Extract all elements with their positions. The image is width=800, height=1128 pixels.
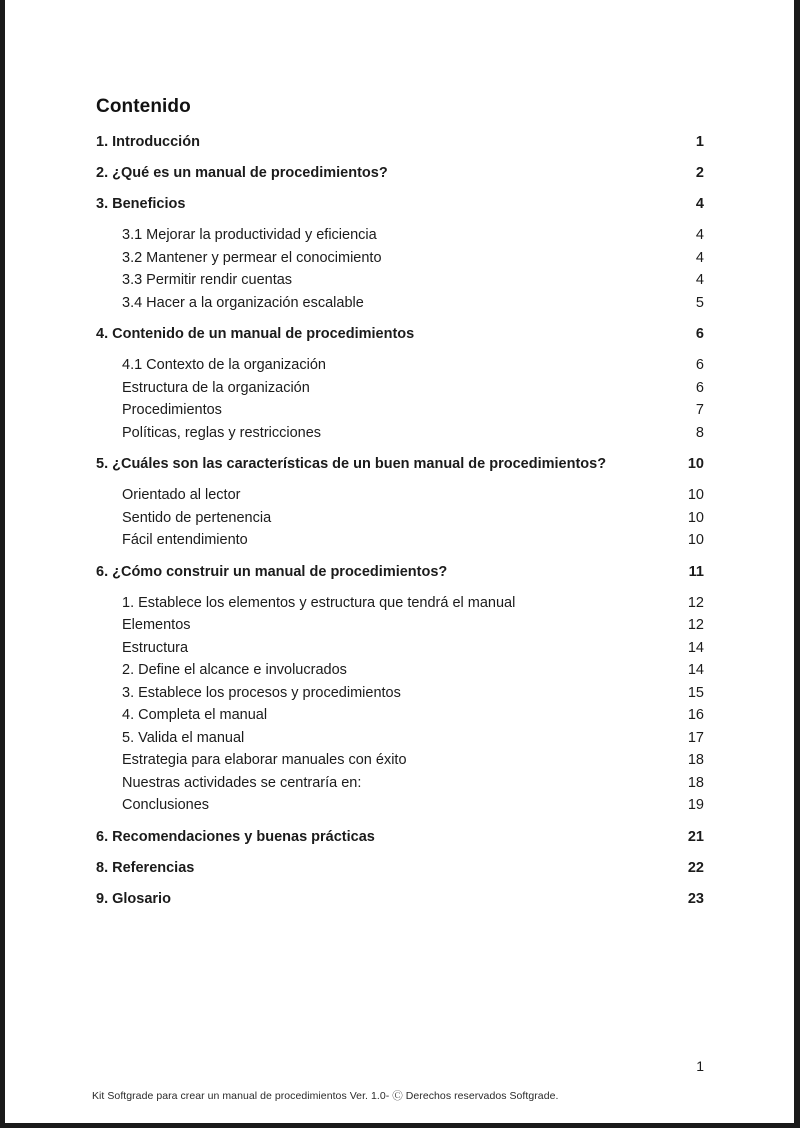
toc-entry-page: 5	[695, 294, 704, 311]
table-of-contents	[96, 134, 704, 922]
footer-note-owner: Derechos reservados Softgrade.	[405, 1090, 559, 1102]
toc-entry[interactable]	[96, 797, 704, 820]
toc-entry-label: 6. Recomendaciones y buenas prácticas	[96, 828, 375, 845]
toc-entry-label: 3.4 Hacer a la organización escalable	[122, 294, 364, 311]
toc-entry-page: 21	[687, 828, 704, 845]
toc-entry-page: 23	[687, 890, 704, 907]
toc-entry-label: 3. Beneficios	[96, 196, 186, 212]
toc-entry-page: 6	[695, 357, 704, 373]
toc-entry[interactable]	[96, 640, 704, 663]
toc-entry-page: 14	[687, 662, 704, 678]
toc-entry-label: 5. ¿Cuáles son las características de un buen manual de procedimientos?	[96, 456, 607, 472]
scan-edge-bottom	[0, 1123, 800, 1128]
toc-entry[interactable]	[96, 196, 704, 227]
toc-entry-label: 4.1 Contexto de la organización	[122, 357, 326, 373]
toc-entry-page: 12	[687, 594, 704, 611]
toc-entry[interactable]	[96, 510, 704, 533]
toc-entry[interactable]	[96, 456, 704, 487]
toc-entry-label: Conclusiones	[122, 797, 210, 813]
page-number: 1	[696, 1058, 704, 1074]
toc-entry-page: 4	[695, 249, 704, 266]
toc-entry-label: 1. Introducción	[96, 134, 200, 150]
toc-entry-label: 8. Referencias	[96, 859, 195, 876]
copyright-icon: Ⓒ	[392, 1090, 403, 1102]
toc-entry-label: 3.2 Mantener y permear el conocimiento	[122, 249, 382, 266]
toc-entry-label: 1. Establece los elementos y estructura que tendrá el manual	[122, 594, 516, 611]
toc-entry-page: 4	[695, 272, 704, 288]
toc-entry-page: 10	[687, 509, 704, 526]
toc-entry-label: 9. Glosario	[96, 890, 171, 907]
toc-entry-label: 4. Completa el manual	[122, 707, 268, 723]
toc-entry-page: 10	[687, 456, 704, 472]
toc-entry-page: 6	[695, 379, 704, 396]
toc-entry[interactable]	[96, 730, 704, 753]
scan-edge-left	[0, 0, 5, 1128]
toc-entry-page: 1	[695, 134, 704, 150]
toc-entry-page: 6	[695, 326, 704, 342]
toc-entry-page: 16	[687, 707, 704, 723]
toc-entry[interactable]	[96, 752, 704, 775]
toc-entry[interactable]	[96, 532, 704, 555]
toc-entry-label: 2. ¿Qué es un manual de procedimientos?	[96, 165, 388, 181]
toc-entry-label: 3.1 Mejorar la productividad y eficiencia	[122, 227, 377, 243]
toc-entry[interactable]	[96, 357, 704, 380]
toc-entry[interactable]	[96, 707, 704, 730]
toc-entry-page: 10	[687, 487, 704, 503]
toc-entry[interactable]	[96, 227, 704, 250]
toc-entry-page: 18	[687, 752, 704, 768]
toc-entry[interactable]	[96, 165, 704, 196]
toc-entry[interactable]	[96, 829, 704, 860]
toc-entry-page: 7	[695, 402, 704, 418]
toc-entry[interactable]	[96, 564, 704, 595]
toc-entry-label: 6. ¿Cómo construir un manual de procedimientos?	[96, 563, 448, 580]
toc-entry[interactable]	[96, 617, 704, 640]
toc-entry-label: 2. Define el alcance e involucrados	[122, 662, 347, 678]
toc-entry-page: 15	[687, 684, 704, 701]
toc-entry-page: 8	[695, 424, 704, 441]
toc-entry-label: Estructura	[122, 639, 189, 656]
toc-entry-label: Elementos	[122, 617, 191, 633]
toc-entry-page: 2	[695, 165, 704, 181]
toc-entry-label: Sentido de pertenencia	[122, 509, 272, 526]
toc-entry-page: 10	[687, 532, 704, 548]
toc-entry-label: Procedimientos	[122, 402, 222, 418]
toc-entry-label: 3.3 Permitir rendir cuentas	[122, 272, 293, 288]
toc-entry-label: 4. Contenido de un manual de procedimientos	[96, 326, 415, 342]
footer-copyright-note	[92, 1088, 558, 1103]
toc-entry-label: Políticas, reglas y restricciones	[122, 424, 322, 441]
toc-entry-page: 17	[687, 729, 704, 746]
toc-entry-page: 14	[687, 639, 704, 656]
toc-entry-page: 11	[688, 563, 704, 580]
toc-entry-page: 19	[687, 797, 704, 813]
toc-entry[interactable]	[96, 860, 704, 891]
toc-entry[interactable]	[96, 595, 704, 618]
toc-entry-page: 18	[687, 774, 704, 791]
toc-entry[interactable]	[96, 685, 704, 708]
toc-entry-label: Orientado al lector	[122, 487, 241, 503]
footer-note-text: Kit Softgrade para crear un manual de procedimientos Ver. 1.0-	[92, 1090, 390, 1102]
toc-entry[interactable]	[96, 662, 704, 685]
toc-entry-label: 5. Valida el manual	[122, 729, 245, 746]
toc-entry-label: 3. Establece los procesos y procedimientos	[122, 684, 401, 701]
toc-entry[interactable]	[96, 891, 704, 922]
toc-entry[interactable]	[96, 134, 704, 165]
toc-entry[interactable]	[96, 272, 704, 295]
toc-entry[interactable]	[96, 487, 704, 510]
toc-entry-label: Nuestras actividades se centraría en:	[122, 774, 362, 791]
toc-entry-page: 4	[695, 227, 704, 243]
toc-entry[interactable]	[96, 326, 704, 357]
toc-entry[interactable]	[96, 295, 704, 318]
toc-entry-label: Estrategia para elaborar manuales con éxito	[122, 752, 407, 768]
toc-entry-page: 22	[687, 859, 704, 876]
toc-entry-page: 12	[687, 617, 704, 633]
toc-entry[interactable]	[96, 425, 704, 448]
toc-entry-label: Fácil entendimiento	[122, 532, 248, 548]
page-title: Contenido	[96, 96, 191, 117]
toc-entry-page: 4	[695, 196, 704, 212]
toc-entry[interactable]	[96, 775, 704, 798]
toc-entry[interactable]	[96, 380, 704, 403]
toc-entry[interactable]	[96, 402, 704, 425]
toc-entry[interactable]	[96, 250, 704, 273]
toc-entry-label: Estructura de la organización	[122, 379, 310, 396]
scan-edge-right	[794, 0, 800, 1128]
